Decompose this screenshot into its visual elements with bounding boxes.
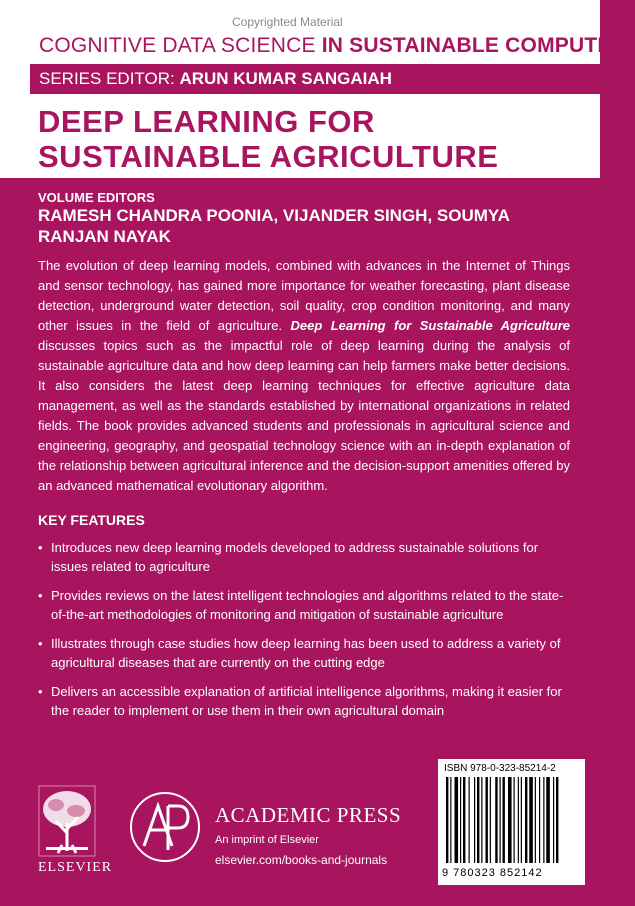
barcode-icon xyxy=(446,777,577,865)
isbn-barcode-box xyxy=(438,759,585,885)
feature-text: Introduces new deep learning models developed to address sustainable solutions for issues related to agriculture xyxy=(51,540,539,574)
series-title-suffix: IN SUSTAINABLE COMPUTING xyxy=(321,34,635,57)
imprint-text: An imprint of Elsevier xyxy=(215,834,319,846)
book-title xyxy=(38,104,498,174)
list-item xyxy=(38,634,578,672)
series-title-prefix: COGNITIVE DATA SCIENCE xyxy=(39,34,316,57)
feature-text: Delivers an accessible explanation of artificial intelligence algorithms, making it easier for the reader to implement or use them in their own agricultural domain xyxy=(51,684,562,718)
academic-press-logo-icon xyxy=(128,790,202,864)
bullet-icon: • xyxy=(38,588,43,603)
description-part1: The evolution of deep learning models, combined with advances in the Internet of Things and sensor technology, has gained more importance for weather forecasting, plant disease detection, underground water detection, soil quality, crop condition monitoring, and many other issues in the field of agriculture. xyxy=(38,258,570,333)
isbn-label: ISBN 978-0-323-85214-2 xyxy=(444,763,556,774)
series-editor-label: SERIES EDITOR: xyxy=(39,69,175,88)
feature-text: Provides reviews on the latest intelligent technologies and algorithms related to the state-of-the-art methodologies of monitoring and mitigation of sustainable agriculture xyxy=(51,588,564,622)
list-item xyxy=(38,538,578,576)
key-features-heading: KEY FEATURES xyxy=(38,512,145,528)
elsevier-wordmark: ELSEVIER xyxy=(38,860,113,875)
publisher-url: elsevier.com/books-and-journals xyxy=(215,853,388,867)
description-italic-title: Deep Learning for Sustainable Agriculture xyxy=(290,318,570,333)
description-part2: discusses topics such as the impactful role of deep learning during the analysis of sustainable agriculture data and how deep learning can help farmers make better decisions. It also considers the latest deep learning techniques for effective agriculture data management, as well as the standards established by international organizations in related fields. The book provides advanced students and professionals in agricultural science and engineering, geography, and geospatial technology science with an in-depth explanation of the relationship between agricultural inference and the decision-support amenities offered by an advanced mathematical evolutionary algorithm. xyxy=(38,338,570,493)
volume-editors-names: RAMESH CHANDRA POONIA, VIJANDER SINGH, SOUMYA RANJAN NAYAK xyxy=(38,206,510,246)
volume-editors-label: VOLUME EDITORS xyxy=(38,190,155,205)
barcode-digits: 9 780323 852142 xyxy=(442,867,543,879)
elsevier-tree-logo-icon xyxy=(38,785,96,857)
series-editor-band xyxy=(30,64,600,94)
book-title-line1: DEEP LEARNING FOR xyxy=(38,104,375,139)
watermark: Copyrighted Material xyxy=(232,15,343,29)
key-features-list xyxy=(38,538,578,730)
header-white-panel xyxy=(0,0,635,178)
bullet-icon: • xyxy=(38,636,43,651)
series-editor-name: ARUN KUMAR SANGAIAH xyxy=(179,69,392,88)
series-title xyxy=(39,34,635,58)
series-editor xyxy=(39,69,392,89)
book-title-line2: SUSTAINABLE AGRICULTURE xyxy=(38,139,499,174)
feature-text: Illustrates through case studies how deep learning has been used to address a variety of agricultural diseases that are currently on the cutting edge xyxy=(51,636,561,670)
bullet-icon: • xyxy=(38,540,43,555)
academic-press-name: ACADEMIC PRESS xyxy=(215,803,402,827)
bullet-icon: • xyxy=(38,684,43,699)
book-description xyxy=(38,256,570,496)
list-item xyxy=(38,586,578,624)
list-item xyxy=(38,682,578,720)
